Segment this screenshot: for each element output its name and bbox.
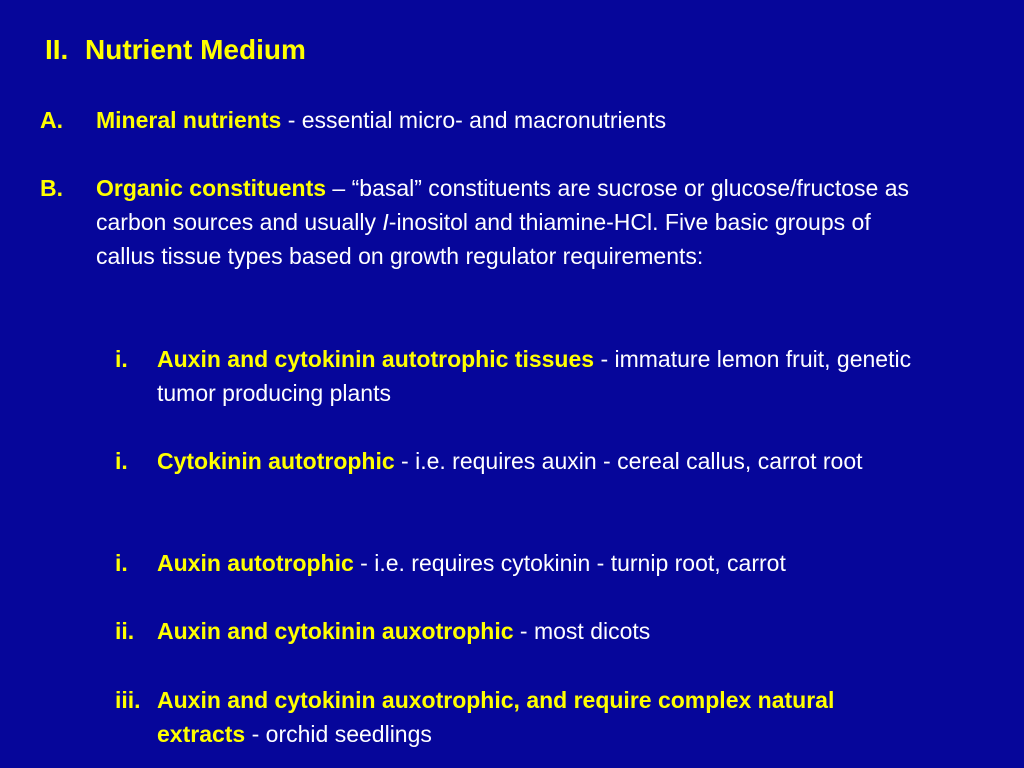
subitem-marker: i. — [115, 448, 128, 474]
subitem-marker: i. — [115, 346, 128, 372]
subitem-heading: Auxin and cytokinin autotrophic tissues — [157, 346, 595, 372]
item-text-continued: -inositol and thiamine-HCl. Five basic groups of callus tissue types based on growth regulator requirements: — [96, 209, 871, 269]
item-marker: A. — [40, 107, 63, 133]
item-heading: Organic constituents — [96, 175, 327, 201]
item-text: - essential micro- and macronutrients — [281, 107, 667, 133]
title-text: Nutrient Medium — [85, 34, 306, 65]
slide-title — [45, 30, 306, 70]
item-italic-text: I — [382, 209, 389, 235]
subitem-text: - orchid seedlings — [245, 721, 432, 747]
subitem-body — [157, 614, 987, 648]
subitem-text: - i.e. requires cytokinin - turnip root, carrot — [353, 550, 786, 576]
item-marker: B. — [40, 175, 63, 201]
subitem-marker: iii. — [115, 687, 141, 713]
subitem-text: - i.e. requires auxin - cereal callus, carrot root — [394, 448, 863, 474]
subitem-body — [157, 342, 947, 410]
subitem-marker: i. — [115, 550, 128, 576]
item-body — [96, 171, 916, 273]
subitem-heading: Cytokinin autotrophic — [157, 448, 395, 474]
subitem-heading: Auxin autotrophic — [157, 550, 354, 576]
subitem-body — [157, 683, 917, 751]
subitem-body — [157, 546, 987, 580]
subitem-body — [157, 444, 987, 478]
subitem-text: - most dicots — [513, 618, 651, 644]
item-body — [96, 103, 956, 137]
subitem-heading: Auxin and cytokinin auxotrophic — [157, 618, 514, 644]
title-number: II. — [45, 34, 69, 65]
subitem-heading: Auxin and cytokinin auxotrophic, and require complex natural extracts — [157, 687, 835, 747]
subitem-text: - immature lemon fruit, genetic tumor producing plants — [157, 346, 912, 406]
item-heading: Mineral nutrients — [96, 107, 282, 133]
item-text: – “basal” constituents are sucrose or glucose/fructose as carbon sources and usually — [96, 175, 909, 235]
subitem-marker: ii. — [115, 618, 135, 644]
